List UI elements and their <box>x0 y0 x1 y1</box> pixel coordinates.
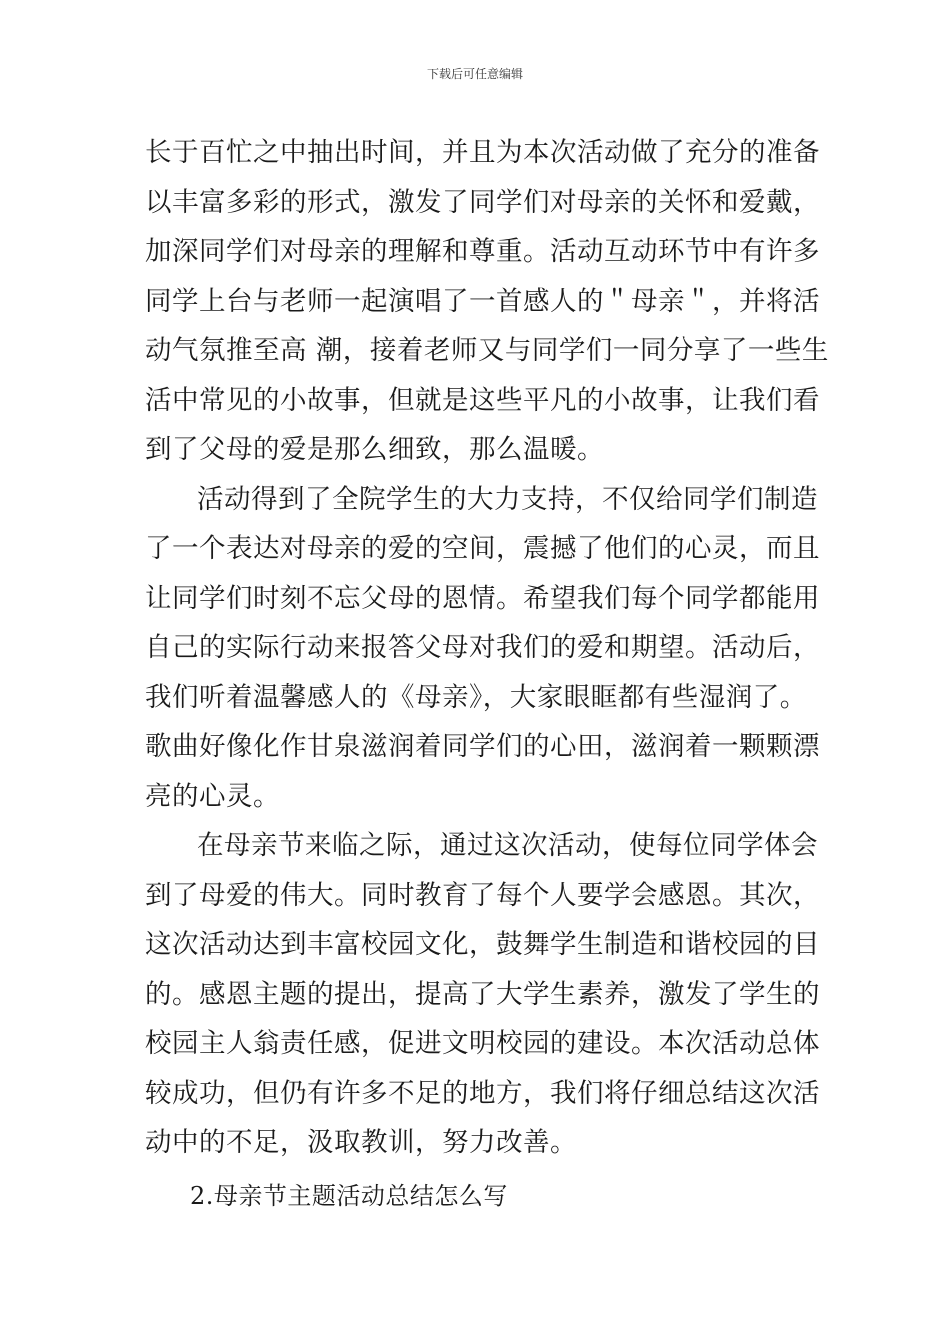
text-line: 了一个表达对母亲的爱的空间，震撼了他们的心灵，而且 <box>145 533 820 564</box>
text-line: 加深同学们对母亲的理解和尊重。活动互动环节中有许多 <box>145 236 820 267</box>
text-line: 让同学们时刻不忘父母的恩情。希望我们每个同学都能用 <box>145 582 820 614</box>
text-line: 亮的心灵。 <box>145 780 280 812</box>
paragraph-3 <box>145 821 820 1168</box>
text-line: 到了母爱的伟大。同时教育了每个人要学会感恩。其次， <box>145 879 820 911</box>
section-heading: 2.母亲节主题活动总结怎么写 <box>190 1181 508 1210</box>
text-line: 的。感恩主题的提出，提高了大学生素养，激发了学生的 <box>145 978 820 1010</box>
paragraph-2 <box>145 475 820 822</box>
text-line: 歌曲好像化作甘泉滋润着同学们的心田，滋润着一颗颗漂 <box>145 731 820 762</box>
text-line: 活动得到了全院学生的大力支持，不仅给同学们制造 <box>197 483 818 515</box>
text-line: 动气氛推至高 潮，接着老师又与同学们一同分享了一些生 <box>145 335 829 366</box>
paragraph-1 <box>145 128 829 475</box>
text-line: 活中常见的小故事，但就是这些平凡的小故事，让我们看 <box>145 384 820 416</box>
text-line: 校园主人翁责任感，促进文明校园的建设。本次活动总体 <box>145 1028 820 1059</box>
text-line: 在母亲节来临之际，通过这次活动，使每位同学体会 <box>197 830 818 861</box>
text-line: 我们听着温馨感人的《母亲》，大家眼眶都有些湿润了。 <box>145 681 807 713</box>
text-line: 动中的不足，汲取教训，努力改善。 <box>145 1127 577 1158</box>
text-line: 到了父母的爱是那么细致，那么温暖。 <box>145 434 604 465</box>
text-line: 以丰富多彩的形式，激发了同学们对母亲的关怀和爱戴， <box>145 186 820 218</box>
document-body <box>145 128 829 1221</box>
text-line: 较成功，但仍有许多不足的地方，我们将仔细总结这次活 <box>145 1077 820 1109</box>
text-line: 长于百忙之中抽出时间，并且为本次活动做了充分的准备 <box>145 137 820 168</box>
text-line: 同学上台与老师一起演唱了一首感人的＂母亲＂，并将活 <box>145 285 820 317</box>
text-line: 自己的实际行动来报答父母对我们的爱和期望。活动后， <box>145 632 820 663</box>
text-line: 这次活动达到丰富校园文化，鼓舞学生制造和谐校园的目 <box>145 929 820 960</box>
page-header: 下载后可任意编辑 <box>426 67 523 81</box>
